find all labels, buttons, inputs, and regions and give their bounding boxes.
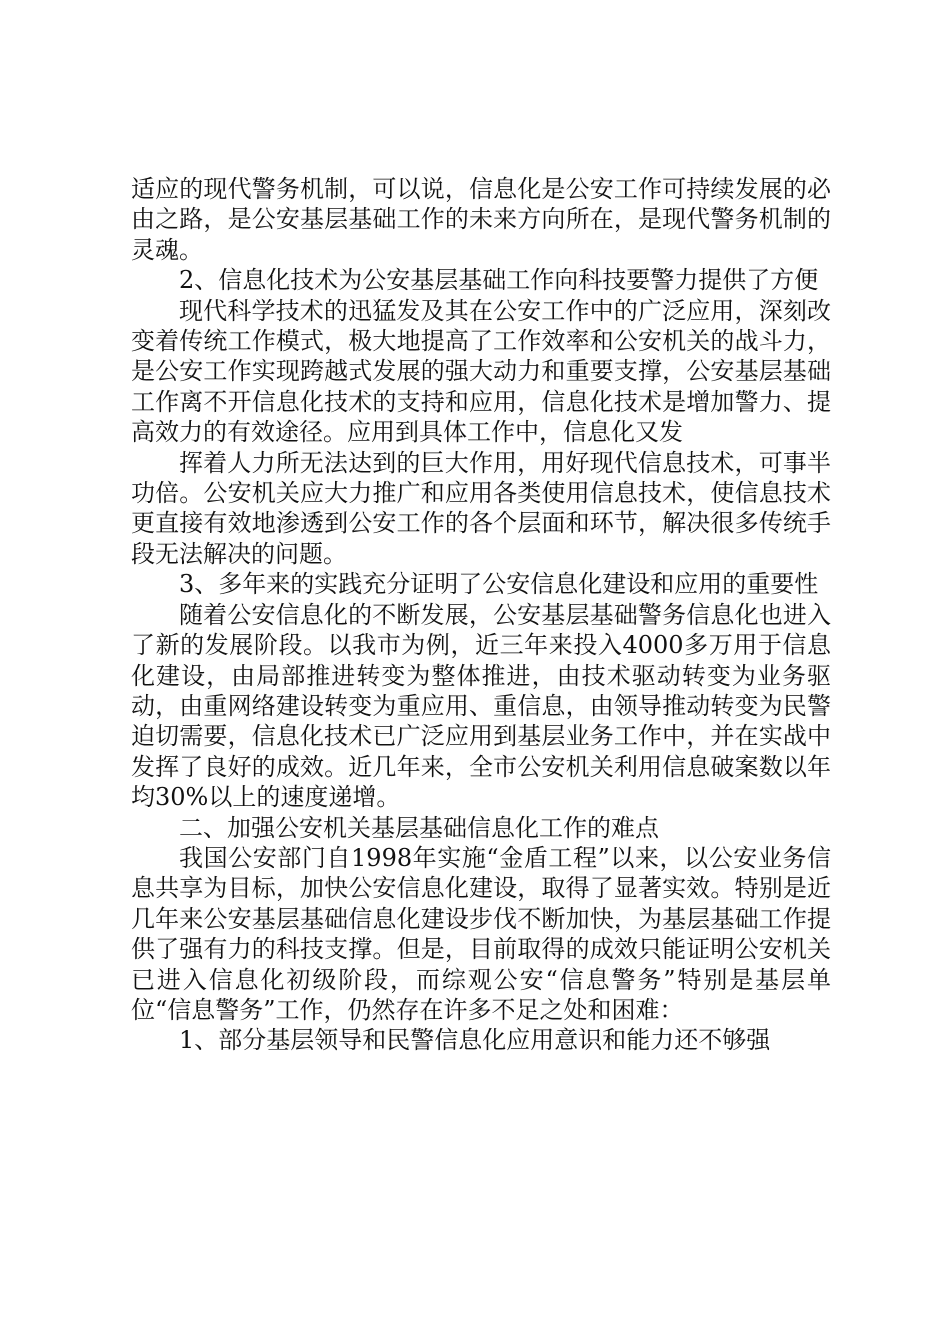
document-page [131,174,831,1056]
paragraph-development: 随着公安信息化的不断发展，公安基层基础警务信息化也进入了新的发展阶段。以我市为例，近三年来投入4000多万用于信息化建设，由局部推进转变为整体推进，由技术驱动转变为业务驱动，由重网络建设转变为重应用、重信息，由领导推动转变为民警迫切需要，信息化技术已广泛应用到基层业务工作中，并在实战中发挥了良好的成效。近几年来，全市公安机关利用信息破案数以年均30%以上的速度递增。 [131,600,831,812]
paragraph-continuation: 适应的现代警务机制，可以说，信息化是公安工作可持续发展的必由之路，是公安基层基础工作的未来方向所在，是现代警务机制的灵魂。 [131,175,831,264]
heading-point-1: 1、部分基层领导和民警信息化应用意识和能力还不够强 [179,1026,771,1055]
paragraph-technology: 现代科学技术的迅猛发及其在公安工作中的广泛应用，深刻改变着传统工作模式，极大地提高了工作效率和公安机关的战斗力，是公安工作实现跨越式发展的强大动力和重要支撑，公安基层基础工作离不开信息化技术的支持和应用，信息化技术是增加警力、提高效力的有效途径。应用到具体工作中，信息化又发 [131,296,831,447]
heading-point-2: 2、信息化技术为公安基层基础工作向科技要警力提供了方便 [179,266,819,295]
section-heading-2: 二、加强公安机关基层基础信息化工作的难点 [179,813,659,842]
paragraph-golden-shield: 我国公安部门自1998年实施“金盾工程”以来，以公安业务信息共享为目标，加快公安信息化建设，取得了显著实效。特别是近几年来公安基层基础信息化建设步伐不断加快，为基层基础工作提供了强有力的科技支撑。但是，目前取得的成效只能证明公安机关已进入信息化初级阶段，而综观公安“信息警务”特别是基层单位“信息警务”工作，仍然存在许多不足之处和困难： [131,843,831,1024]
heading-point-3: 3、多年来的实践充分证明了公安信息化建设和应用的重要性 [179,570,819,599]
paragraph-information-tech: 挥着人力所无法达到的巨大作用，用好现代信息技术，可事半功倍。公安机关应大力推广和应用各类使用信息技术，使信息技术更直接有效地渗透到公安工作的各个层面和环节，解决很多传统手段无法解决的问题。 [131,448,831,568]
